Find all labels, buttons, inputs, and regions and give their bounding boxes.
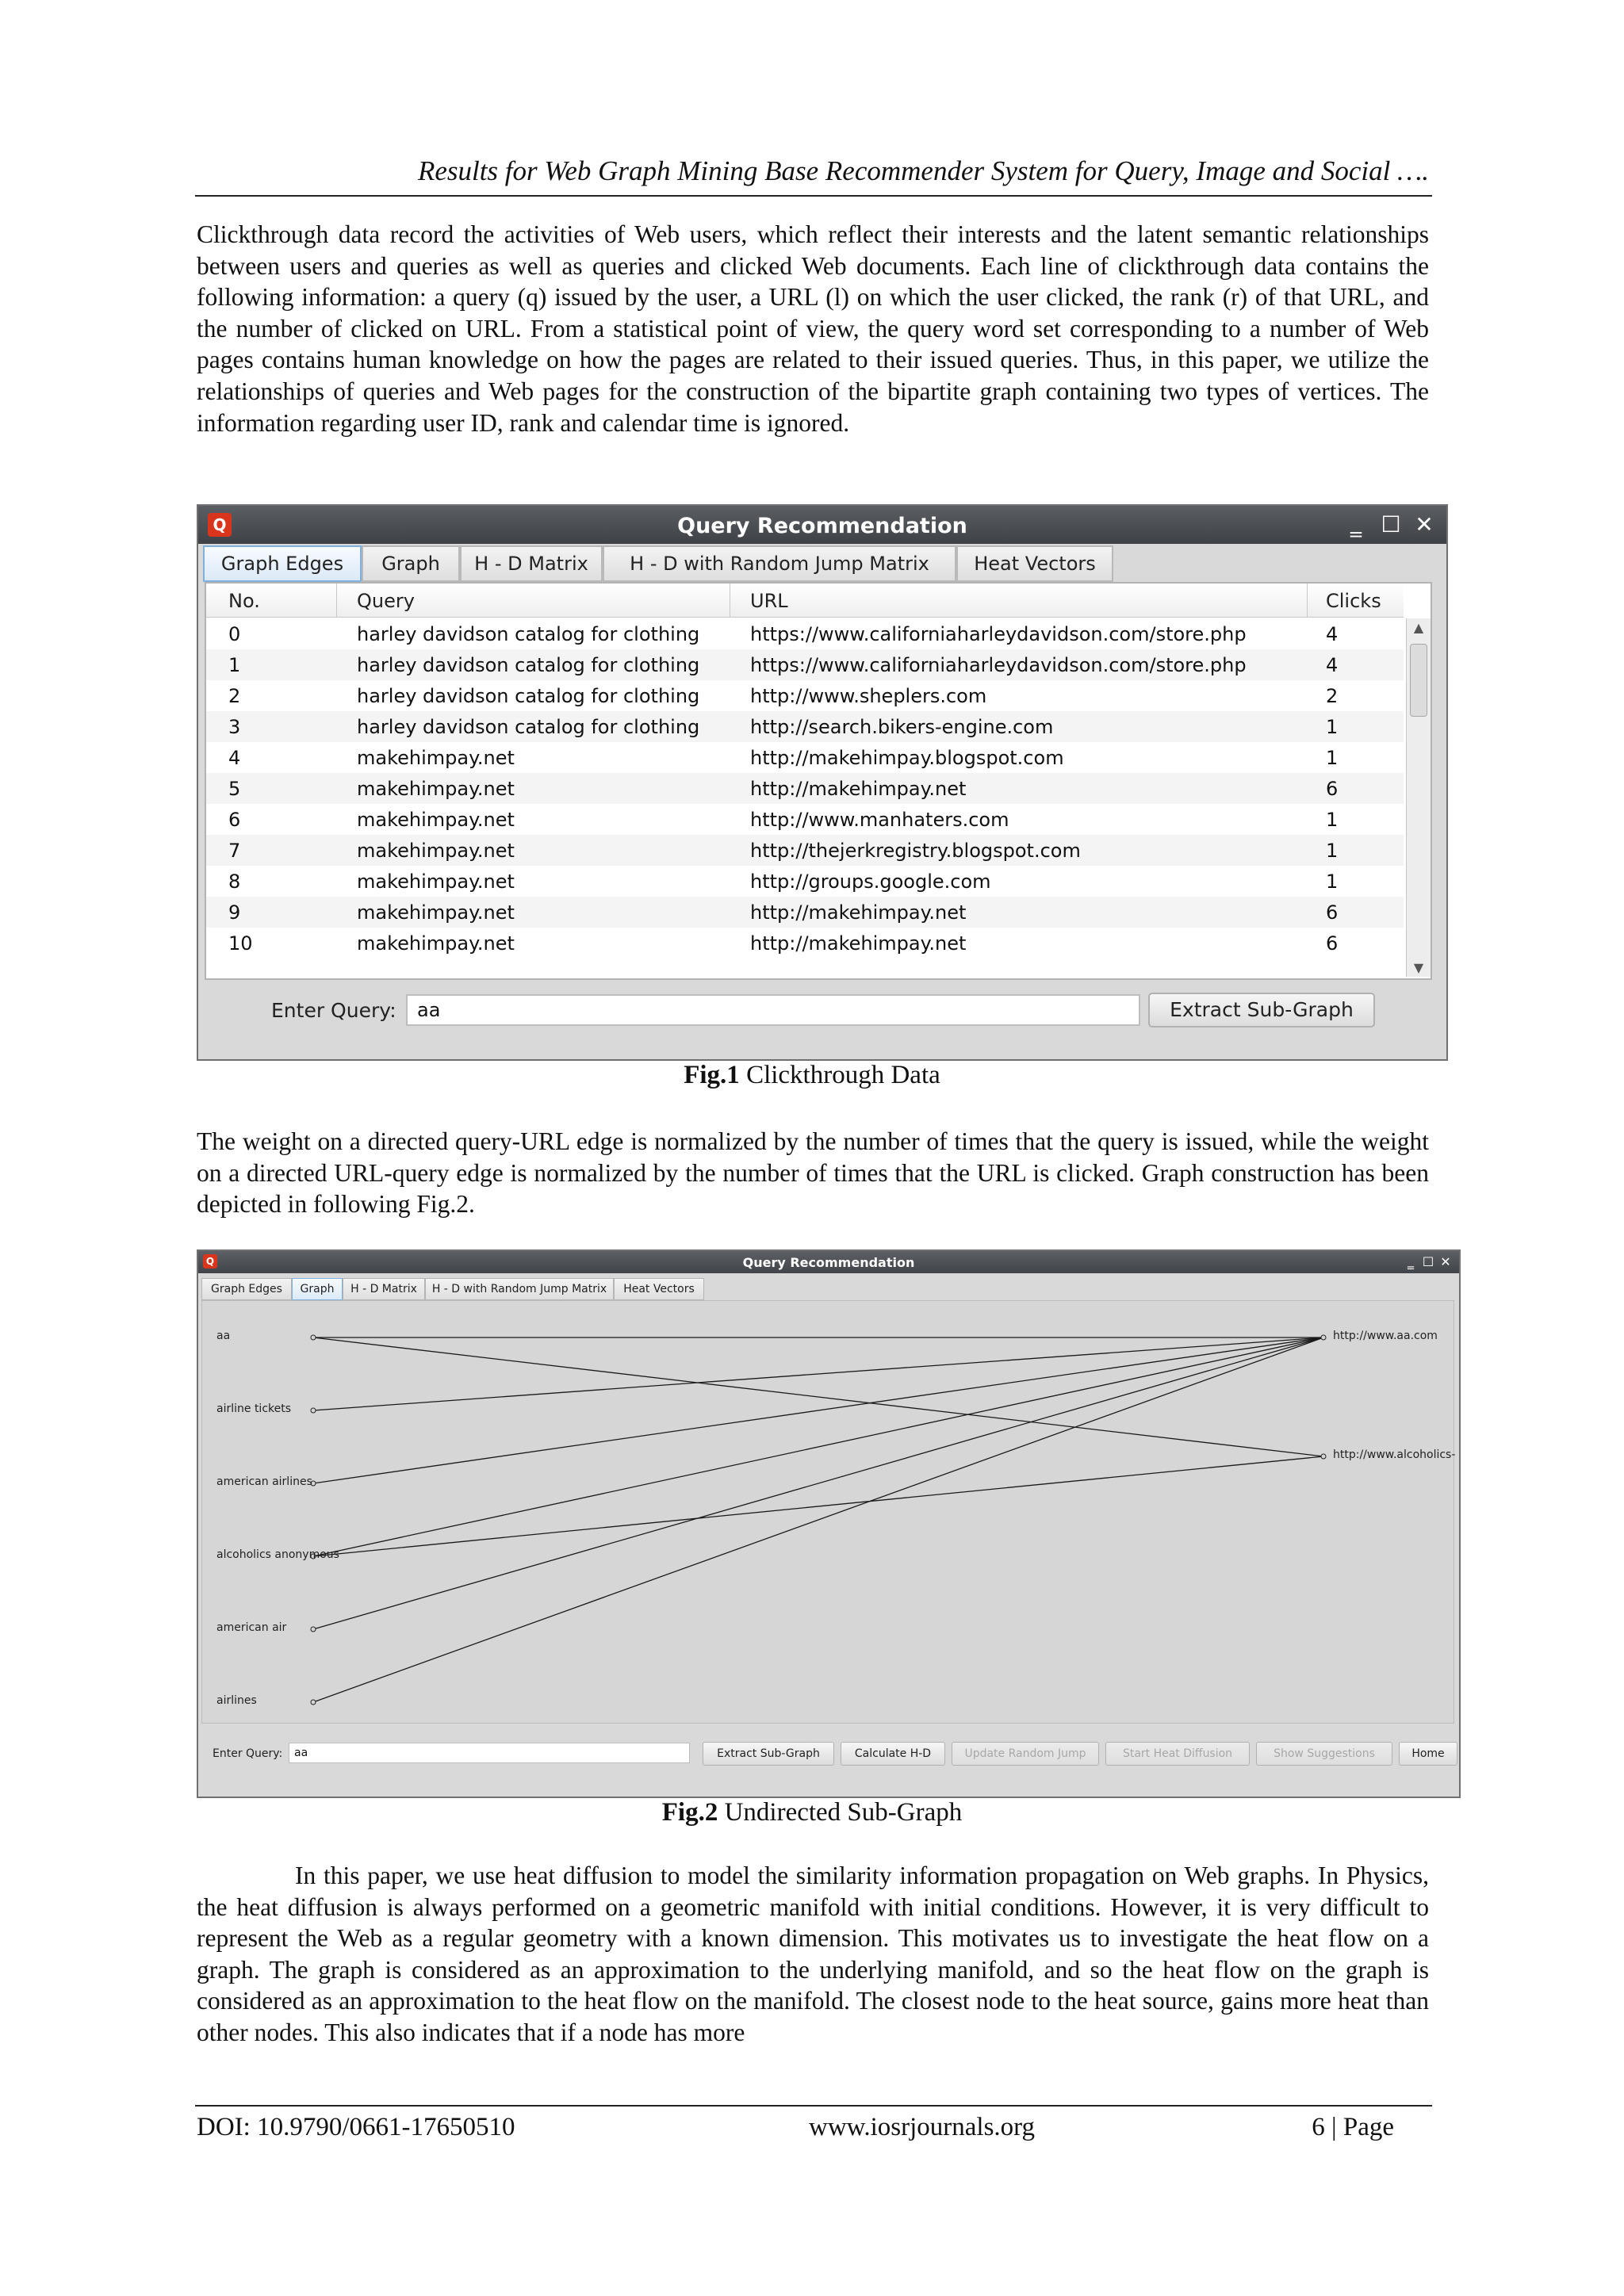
column-header-clicks[interactable]: Clicks: [1326, 590, 1381, 612]
extract-sub-graph-button[interactable]: Extract Sub-Graph: [1148, 993, 1375, 1027]
tab-graph[interactable]: Graph: [292, 1278, 343, 1300]
cell-clicks: 1: [1326, 716, 1339, 738]
cell-no: 3: [228, 716, 241, 738]
vertical-scrollbar[interactable]: [1406, 618, 1431, 977]
fig1-window: [197, 504, 1448, 1061]
table-body: [206, 618, 1404, 959]
table-row[interactable]: [206, 835, 1404, 866]
table-row[interactable]: [206, 928, 1404, 959]
cell-no: 10: [228, 932, 253, 955]
cell-clicks: 1: [1326, 840, 1339, 862]
cell-clicks: 1: [1326, 871, 1339, 893]
enter-query-label: Enter Query:: [213, 1747, 283, 1760]
cell-url: http://makehimpay.net: [750, 778, 967, 800]
table-row[interactable]: [206, 680, 1404, 711]
fig2-window: [197, 1249, 1461, 1798]
enter-query-label: Enter Query:: [271, 999, 396, 1022]
table-row[interactable]: [206, 618, 1404, 649]
column-header-no[interactable]: No.: [228, 590, 260, 612]
extract-sub-graph-button[interactable]: Extract Sub-Graph: [703, 1742, 834, 1766]
tab-heat-vectors[interactable]: Heat Vectors: [614, 1278, 704, 1300]
fig2-caption-text: Undirected Sub-Graph: [724, 1798, 963, 1827]
cell-no: 9: [228, 901, 241, 924]
cell-url: http://makehimpay.net: [750, 901, 967, 924]
fig1-caption-label: Fig.1: [684, 1061, 740, 1089]
table-row[interactable]: [206, 773, 1404, 804]
cell-url: http://thejerkregistry.blogspot.com: [750, 840, 1081, 862]
cell-no: 4: [228, 747, 241, 769]
query-node-label: american airlines: [216, 1475, 312, 1488]
cell-query: makehimpay.net: [357, 840, 515, 862]
footer-page-number: 6 | Page: [1312, 2113, 1394, 2141]
fig2-title-bar: [198, 1251, 1459, 1273]
update-random-jump-button[interactable]: Update Random Jump: [952, 1742, 1099, 1766]
cell-clicks: 1: [1326, 747, 1339, 769]
table-row[interactable]: [206, 711, 1404, 742]
fig2-caption: [0, 1798, 1624, 1827]
fig1-title-bar: [198, 506, 1446, 544]
tab-hd-random-jump[interactable]: H - D with Random Jump Matrix: [425, 1278, 614, 1300]
query-node[interactable]: [311, 1408, 316, 1413]
paragraph-heat-diffusion: In this paper, we use heat diffusion to model the similarity information propagation on Web graphs. In Physics, the heat diffusion is always performed on a geometric manifold with initial conditions. However, it is very difficult to represent the Web as a regular geometry with a known dimension. This motivates us to investigate the heat flow on a graph. The graph is considered as an approximation to the underlying manifold, and so the heat flow on the graph is considered as an approximation to the heat flow on the manifold. The closest node to the heat source, gains more heat than other nodes. This also indicates that if a node has more: [197, 1862, 1429, 2046]
app-icon: Q: [208, 513, 232, 537]
column-header-query[interactable]: Query: [357, 590, 415, 612]
cell-url: http://makehimpay.blogspot.com: [750, 747, 1064, 769]
cell-no: 0: [228, 623, 241, 645]
cell-query: makehimpay.net: [357, 871, 515, 893]
footer-website[interactable]: www.iosrjournals.org: [809, 2113, 1036, 2141]
query-node-label: aa: [216, 1330, 231, 1342]
cell-no: 7: [228, 840, 241, 862]
minimize-icon[interactable]: ‗: [1350, 511, 1362, 538]
clickthrough-table: [205, 582, 1432, 980]
home-button[interactable]: Home: [1399, 1742, 1457, 1766]
tab-graph[interactable]: Graph: [362, 545, 460, 582]
query-node[interactable]: [311, 1335, 316, 1340]
url-node-label: http://www.alcoholics-: [1333, 1448, 1456, 1461]
calculate-hd-button[interactable]: Calculate H-D: [841, 1742, 945, 1766]
query-node[interactable]: [311, 1700, 316, 1705]
running-header: [195, 151, 1432, 197]
cell-query: makehimpay.net: [357, 901, 515, 924]
cell-url: http://search.bikers-engine.com: [750, 716, 1054, 738]
close-icon[interactable]: ✕: [1415, 511, 1434, 538]
graph-edge: [313, 1337, 1323, 1556]
cell-query: harley davidson catalog for clothing: [357, 685, 700, 707]
graph-edge: [313, 1337, 1323, 1629]
cell-query: makehimpay.net: [357, 747, 515, 769]
graph-edge: [313, 1337, 1323, 1456]
tab-hd-random-jump[interactable]: H - D with Random Jump Matrix: [603, 545, 956, 582]
query-node-label: american air: [216, 1621, 287, 1634]
fig1-caption-text: Clickthrough Data: [746, 1061, 940, 1089]
tab-graph-edges[interactable]: Graph Edges: [201, 1278, 292, 1300]
cell-no: 2: [228, 685, 241, 707]
fig2-query-bar: [198, 1727, 1459, 1793]
tab-hd-matrix[interactable]: H - D Matrix: [460, 545, 603, 582]
cell-url: https://www.californiaharleydavidson.com/store.php: [750, 654, 1247, 676]
cell-query: harley davidson catalog for clothing: [357, 654, 700, 676]
cell-clicks: 6: [1326, 932, 1339, 955]
cell-no: 1: [228, 654, 241, 676]
cell-clicks: 6: [1326, 778, 1339, 800]
maximize-icon[interactable]: ☐: [1381, 511, 1401, 538]
paragraph-edge-weights: The weight on a directed query-URL edge is normalized by the number of times that the query is issued, while the weight on a directed URL-query edge is normalized by the number of times that the URL is clicked. Graph construction has been depicted in following Fig.2.: [197, 1127, 1429, 1219]
cell-query: makehimpay.net: [357, 932, 515, 955]
table-row[interactable]: [206, 866, 1404, 897]
cell-url: http://www.sheplers.com: [750, 685, 987, 707]
fig1-window-title: Query Recommendation: [677, 514, 967, 538]
bipartite-graph: [202, 1301, 1454, 1723]
table-row[interactable]: [206, 804, 1404, 835]
query-node[interactable]: [311, 1627, 316, 1632]
cell-query: makehimpay.net: [357, 809, 515, 831]
cell-query: harley davidson catalog for clothing: [357, 716, 700, 738]
close-icon[interactable]: ✕: [1440, 1254, 1451, 1269]
page-footer: [195, 2105, 1432, 2141]
cell-query: harley davidson catalog for clothing: [357, 623, 700, 645]
cell-url: http://www.manhaters.com: [750, 809, 1009, 831]
cell-url: http://makehimpay.net: [750, 932, 967, 955]
table-row[interactable]: [206, 897, 1404, 928]
query-node-label: airlines: [216, 1694, 257, 1707]
maximize-icon[interactable]: ☐: [1422, 1254, 1434, 1269]
cell-query: makehimpay.net: [357, 778, 515, 800]
table-row[interactable]: [206, 742, 1404, 773]
cell-no: 6: [228, 809, 241, 831]
paragraph-clickthrough: Clickthrough data record the activities of Web users, which reflect their interests and the latent semantic relationships between users and queries as well as queries and clicked Web documents. Each line of clickthrough data contains the following information: a query (q) issued by the user, a URL (l) on which the user clicked, the rank (r) of that URL, and the number of clicked on URL. From a statistical point of view, the query word set corresponding to a number of Web pages contains human knowledge on how the pages are related to their issued queries. Thus, in this paper, we utilize the relationships of queries and Web pages for the construction of the bipartite graph containing two types of vertices. The information regarding user ID, rank and calendar time is ignored.: [197, 220, 1429, 437]
tab-hd-matrix[interactable]: H - D Matrix: [343, 1278, 425, 1300]
graph-edge: [313, 1456, 1323, 1556]
cell-no: 5: [228, 778, 241, 800]
fig2-caption-label: Fig.2: [661, 1798, 718, 1827]
footer-doi: DOI: 10.9790/0661-17650510: [197, 2113, 515, 2141]
fig2-window-title: Query Recommendation: [742, 1255, 915, 1270]
app-icon: Q: [203, 1254, 217, 1269]
column-header-url[interactable]: URL: [750, 590, 788, 612]
url-node-label: http://www.aa.com: [1333, 1330, 1438, 1342]
graph-edge: [313, 1337, 1323, 1483]
cell-clicks: 1: [1326, 809, 1339, 831]
tab-graph-edges[interactable]: Graph Edges: [203, 545, 362, 582]
tab-heat-vectors[interactable]: Heat Vectors: [956, 545, 1113, 582]
show-suggestions-button[interactable]: Show Suggestions: [1256, 1742, 1392, 1766]
query-node-label: alcoholics anonymous: [216, 1548, 339, 1561]
cell-url: http://groups.google.com: [750, 871, 991, 893]
query-node-label: airline tickets: [216, 1402, 292, 1415]
graph-edge: [313, 1337, 1323, 1410]
table-row[interactable]: [206, 649, 1404, 680]
cell-url: https://www.californiaharleydavidson.com/store.php: [750, 623, 1247, 645]
query-input[interactable]: aa: [289, 1743, 690, 1763]
url-node[interactable]: [1321, 1335, 1326, 1340]
table-header: [206, 584, 1404, 618]
url-node[interactable]: [1321, 1454, 1326, 1459]
scroll-down-icon[interactable]: ▼: [1413, 960, 1424, 975]
running-title: Results for Web Graph Mining Base Recommender System for Query, Image and Social ….: [417, 155, 1429, 186]
cell-clicks: 4: [1326, 654, 1339, 676]
minimize-icon[interactable]: ‗: [1408, 1254, 1414, 1269]
fig1-caption: [0, 1061, 1624, 1090]
cell-clicks: 2: [1326, 685, 1339, 707]
query-input[interactable]: aa: [406, 994, 1140, 1026]
cell-no: 8: [228, 871, 241, 893]
scroll-up-icon[interactable]: ▲: [1413, 620, 1424, 635]
graph-edge: [313, 1337, 1323, 1702]
fig1-query-bar: [198, 982, 1446, 1059]
cell-clicks: 4: [1326, 623, 1339, 645]
graph-canvas: [201, 1300, 1454, 1724]
start-heat-diffusion-button[interactable]: Start Heat Diffusion: [1105, 1742, 1250, 1766]
scroll-thumb[interactable]: [1410, 644, 1427, 717]
cell-clicks: 6: [1326, 901, 1339, 924]
